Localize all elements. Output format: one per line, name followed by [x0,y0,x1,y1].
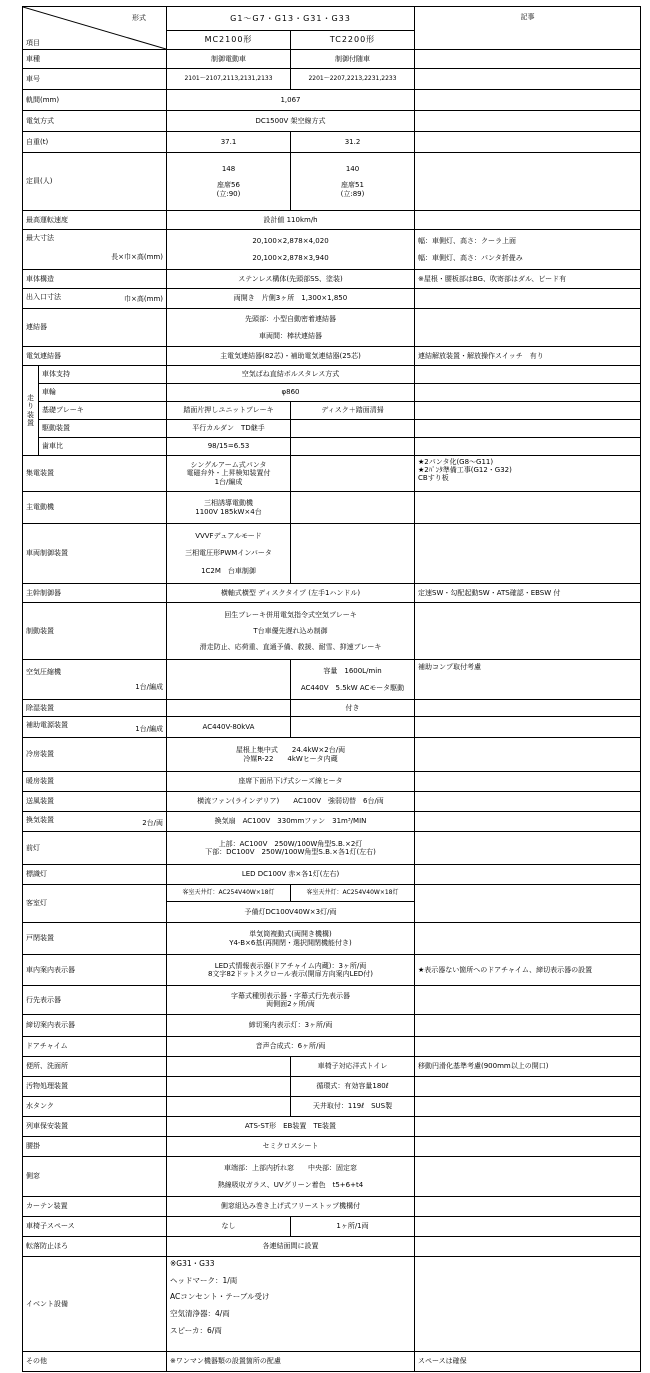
value: 平行カルダン TD継手 [167,420,291,438]
row-shuden [23,456,641,492]
kiji-cell [415,111,641,132]
row-label: 電気連結器 [23,347,167,366]
value: 音声合成式：6ヶ所/両 [167,1037,415,1057]
value [167,738,415,772]
row-label: 転落防止ほろ [23,1237,167,1257]
row-label: 車号 [23,69,167,90]
kiji-cell [415,456,641,492]
kiji-cell [415,772,641,792]
kiji-cell [415,717,641,738]
row-event [23,1257,641,1352]
mc-value [167,456,291,492]
row-denki [23,111,641,132]
row-label: ドアチャイム [23,1037,167,1057]
mc-value: 踏面片押しユニットブレーキ [167,402,291,420]
row-hyoushiki [23,865,641,885]
mc-value [167,492,291,524]
row-label: 車両制御装置 [23,524,167,584]
kiji-cell [415,885,641,923]
value-line-2: 電磁弁外・上昇検知装置付 [186,469,271,478]
row-seidou [23,603,641,660]
value [167,923,415,955]
kiji-cell [415,1137,641,1157]
value: ステンレス構体(先頭部SS、塗装) [167,270,415,289]
kiji-cell [415,289,641,309]
row-label: 連結器 [23,309,167,347]
row-shanai [23,955,641,986]
mc-header: MC2100形 [167,31,291,50]
value-line-2: 両側面2ヶ所/両 [266,1000,315,1008]
row-label: 列車保安装置 [23,1117,167,1137]
mc-value: AC440V-80kVA [167,717,291,738]
kiji-cell [415,738,641,772]
row-label: 標識灯 [23,865,167,885]
row-label: 車体支持 [39,366,167,384]
tc-value: 1ヶ所/1両 [291,1217,415,1237]
value: 設計値 110km/h [167,211,415,230]
row-label: 車体構造 [23,270,167,289]
tc-value [291,660,415,700]
value [167,1257,415,1352]
row-label [23,717,167,738]
row-label: 腰掛 [23,1137,167,1157]
row-label [23,812,167,832]
row-label: カーテン装置 [23,1197,167,1217]
row-shudendoki [23,492,641,524]
value-line-2: 下部：DC100V 250W/100W角型S.B.×各1灯(左右) [205,848,376,856]
value: 主電気連結器(82芯)・補助電気連結器(25芯) [167,347,415,366]
value-line-1: LED式情報表示器(ドアチャイム内蔵)：3ヶ所/両 [214,961,367,970]
row-hagurumahi [23,438,641,456]
row-danbou [23,772,641,792]
row-sharin [23,384,641,402]
tc-value: 付き [291,700,415,717]
tc-value: 車椅子対応洋式トイレ [291,1057,415,1077]
value-line-2: 熱線吸収ガラス、UVグリーン着色 t5+6+t4 [217,1180,364,1189]
mc-value: 2101～2107,2113,2131,2133 [167,69,291,90]
kiji-header: 記事 [415,7,641,50]
tc-value: 客室天井灯：AC254V40W×18灯 [291,885,415,902]
value-line-5: スピーカ：6/両 [170,1325,222,1335]
value-line-1: 字幕式種別表示器・字幕式行先表示器 [231,991,350,1000]
row-shatai-shiji [23,366,641,384]
row-label: 側窓 [23,1157,167,1197]
kiji-cell [415,1197,641,1217]
row-benjo [23,1057,641,1077]
mc-value: 客室天井灯：AC254V40W×18灯 [167,885,291,902]
mc-empty [167,700,291,717]
value-line-2: ヘッドマーク：1/両 [170,1275,238,1285]
value-line-1: 車端部：上部内折れ窓 中央部：固定窓 [224,1164,357,1173]
value: LED DC100V 赤×各1灯(左右) [167,865,415,885]
kiji-cell [415,69,641,90]
value: 横軸式横型 ディスクタイプ (左手1ハンドル) [167,584,415,603]
label-text: 空気圧縮機 [26,668,61,677]
value [167,986,415,1015]
value [167,955,415,986]
tc-value: 天井取付：119ℓ SUS製 [291,1097,415,1117]
value: 座席下面吊下げ式シーズ線ヒータ [167,772,415,792]
kiji-cell [415,792,641,812]
value-line-3: 滑走防止、応荷重、直通予備、救援、耐雪、抑速ブレーキ [199,643,382,652]
kiji-cell: 定速SW・勾配起動SW・ATS確認・EBSW 付 [415,584,641,603]
kiji-cell: 補助コンプ取付考慮 [415,660,641,700]
value: 空気ばね直結ボルスタレス方式 [167,366,415,384]
row-label: 車椅子スペース [23,1217,167,1237]
row-ikisaki [23,986,641,1015]
row-label [23,289,167,309]
value-line-2: 冷媒R-22 4kWヒータ内蔵 [243,754,338,763]
label-text: 補助電源装置 [26,720,68,729]
unit-text: 1台/編成 [135,724,163,733]
row-label: 制動装置 [23,603,167,660]
tc-value: ディスク＋踏面清掃 [291,402,415,420]
kiji-cell [415,420,641,438]
row-label: 歯車比 [39,438,167,456]
mc-value [167,153,291,211]
unit-text: 2台/両 [142,818,163,827]
row-label: 基礎ブレーキ [39,402,167,420]
row-label: 駆動装置 [39,420,167,438]
tc-seat: 座席51 [341,181,364,190]
kiji-cell [415,524,641,584]
value-line-1: 屋根上集中式 24.4kW×2台/両 [235,746,346,755]
tc-empty [291,456,415,492]
tc-empty [291,717,415,738]
row-label: 車内案内表示器 [23,955,167,986]
mc-value: なし [167,1217,291,1237]
value: DC1500V 架空線方式 [167,111,415,132]
value [167,603,415,660]
row-label: 軌間(mm) [23,90,167,111]
mc-seat: 座席56 [217,181,240,190]
row-label: 自重(t) [23,132,167,153]
row-label: 送風装置 [23,792,167,812]
kiji-line-1: ★2パンタ化(G8～G11) [418,458,494,466]
value-line-2: 車両間：棒状連結器 [259,331,322,340]
row-mado [23,1157,641,1197]
header-diagonal-cell [23,7,167,50]
value [167,309,415,347]
row-label: 行先表示器 [23,986,167,1015]
tc-header: TC2200形 [291,31,415,50]
row-label: 水タンク [23,1097,167,1117]
kiji-cell: ★表示器ない箇所へのドアチャイム、締切表示器の設置 [415,955,641,986]
value: 横流ファン(ラインデリア) AC100V 強弱切替 6台/両 [167,792,415,812]
row-shatai [23,270,641,289]
kiji-cell: 移動円滑化基準考慮(900mm以上の開口) [415,1057,641,1077]
kiji-cell [415,812,641,832]
kiji-cell [415,492,641,524]
value: 各連結面間に設置 [167,1237,415,1257]
tc-stand: (立:89) [340,189,365,198]
koumoku-label: 項目 [26,38,40,47]
unit-text: 長×巾×高(mm) [111,253,163,262]
value-line-1: 20,100×2,878×4,020 [252,237,329,246]
kiji-line-3: CBすり板 [418,474,449,483]
row-kyakushitsu-1 [23,885,641,902]
row-label: 車輪 [39,384,167,402]
value: 換気扇 AC100V 330mmファン 31m³/MIN [167,812,415,832]
mc-empty [167,1077,291,1097]
value-line-4: 空気清浄器：4/両 [170,1308,230,1318]
kiji-cell [415,309,641,347]
row-label: 暖房装置 [23,772,167,792]
kiji-cell [415,50,641,69]
value [167,832,415,865]
row-denkirenketsu [23,347,641,366]
row-curtain [23,1197,641,1217]
kiji-cell [415,384,641,402]
row-seido [23,420,641,438]
tc-value [291,153,415,211]
tc-value: 2201～2207,2213,2231,2233 [291,69,415,90]
tc-empty [291,492,415,524]
kiji-cell [415,1077,641,1097]
row-kanki [23,812,641,832]
kiji-cell [415,603,641,660]
value-line-2: 8文字82ドットスクロール表示(開扉方向案内LED付) [207,970,374,978]
row-doorchime [23,1037,641,1057]
value-line-1: シングルアーム式パンタ [190,461,267,470]
kiji-cell [415,1097,641,1117]
value: 両開き 片側3ヶ所 1,300×1,850 [167,289,415,309]
row-label: 主電動機 [23,492,167,524]
row-kiso [23,402,641,420]
row-label: 車種 [23,50,167,69]
value: ATS-ST形 EB装置 TE装置 [167,1117,415,1137]
value [167,1157,415,1197]
value: 1,067 [167,90,415,111]
kiji-cell [415,438,641,456]
mc-empty [167,660,291,700]
row-label: 客室灯 [23,885,167,923]
value-line-2: 20,100×2,878×3,940 [252,253,329,262]
mc-empty [167,1097,291,1117]
value: φ860 [167,384,415,402]
value-line-2: T台車優先遅れ込め制御 [253,626,328,635]
group-text: 走り装置 [27,394,34,427]
kiji-line-1: 幅：車側灯、高さ：クーラ上面 [418,237,516,246]
kiji-cell [415,153,641,211]
value-line-3: 1台/編成 [214,477,243,486]
row-tenraku [23,1237,641,1257]
row-koshikake [23,1137,641,1157]
keishiki-label: 形式 [132,14,146,22]
value-line-1: ※G31・G33 [170,1259,215,1268]
mc-value: 37.1 [167,132,291,153]
row-renketsu [23,309,641,347]
value: セミクロスシート [167,1137,415,1157]
value: 予備灯DC100V40W×3灯/両 [167,902,415,923]
tc-empty [291,420,415,438]
kiji-cell [415,1257,641,1352]
unit-text: 巾×高(mm) [124,295,163,304]
mc-stand: (立:90) [216,189,241,198]
row-obutsu [23,1077,641,1097]
kiji-line-2: ★2ﾊﾟﾝﾀ準備工事(G12・G32) [418,466,512,475]
tc-value: 31.2 [291,132,415,153]
row-label: 前灯 [23,832,167,865]
row-label: 除湿装置 [23,700,167,717]
kiji-cell [415,986,641,1015]
spec-table [22,6,641,1372]
kiji-cell [415,90,641,111]
kiji-cell [415,865,641,885]
kiji-cell [415,923,641,955]
row-mizu [23,1097,641,1117]
row-label: その他 [23,1352,167,1372]
kiji-cell [415,1157,641,1197]
kiji-cell [415,1217,641,1237]
value-line-3: 1C2M 台車制御 [201,566,256,575]
value-line-1: 三相誘導電動機 [204,499,253,508]
row-label: 汚物処理装置 [23,1077,167,1097]
row-label: 冷房装置 [23,738,167,772]
value-line-1: 先頭部：小型自動密着連結器 [245,315,336,324]
mc-value: 制御電動車 [167,50,291,69]
row-tobira [23,923,641,955]
row-shaban [23,69,641,90]
label-text: 出入口寸法 [26,293,61,302]
row-teiin [23,153,641,211]
kiji-cell [415,700,641,717]
value: 側窓組込み巻き上げ式フリーストップ機構付 [167,1197,415,1217]
value-line-1: 回生ブレーキ併用電気指令式空気ブレーキ [224,610,357,619]
row-joshitsu [23,700,641,717]
mc-value [167,524,291,584]
kiji-line-2: 幅：車側灯、高さ：パンタ折畳み [418,253,523,262]
row-label: イベント設備 [23,1257,167,1352]
value-line-1: 上部：AC100V 250W/100W角型S.B.×2灯 [218,839,363,848]
label-text: 最大寸法 [26,234,54,242]
value [167,230,415,270]
label-text: 換気装置 [26,815,54,824]
row-shimekiri [23,1015,641,1037]
kiji-cell [415,1015,641,1037]
tc-value: 循環式：有効容量180ℓ [291,1077,415,1097]
kiji-cell: スペースは確保 [415,1352,641,1372]
row-zentou [23,832,641,865]
row-saidai [23,230,641,270]
row-shukan [23,584,641,603]
value: 締切案内表示灯：3ヶ所/両 [167,1015,415,1037]
value-line-1: VVVFデュアルモード [195,532,262,541]
value-line-1: 単気筒複動式(両開き機構) [249,930,332,939]
row-kiki [23,90,641,111]
kiji-cell [415,402,641,420]
row-label: 定員(人) [23,153,167,211]
tc-value: 制御付随車 [291,50,415,69]
tc-empty [291,524,415,584]
row-label [23,230,167,270]
row-label: 戸閉装置 [23,923,167,955]
kiji-cell [415,366,641,384]
row-deiriguchi [23,289,641,309]
value-line-2: 1100V 185kW×4台 [195,507,262,516]
row-label: 便所、洗面所 [23,1057,167,1077]
row-label: 電気方式 [23,111,167,132]
kiji-cell [415,1037,641,1057]
row-label [23,660,167,700]
row-saikou [23,211,641,230]
value: ※ワンマン機器類の設置箇所の配慮 [167,1352,415,1372]
tc-total: 140 [345,165,360,174]
row-kurumaisu [23,1217,641,1237]
value-line-2: AC440V 5.5kW ACモータ駆動 [300,683,405,692]
row-kuuki [23,660,641,700]
value: 98/15=6.53 [167,438,291,456]
kiji-cell [415,1117,641,1137]
row-jiju [23,132,641,153]
value-line-3: ACコンセント・テーブル受け [170,1292,270,1302]
kiji-cell: 連結解放装置・解放操作スイッチ 有り [415,347,641,366]
mc-empty [167,1057,291,1077]
kiji-cell [415,1237,641,1257]
value-line-2: Y4-B×6基(再開閉・選択開閉機能付き) [229,938,352,947]
row-sharyouseigyo [23,524,641,584]
row-label: 集電装置 [23,456,167,492]
row-hojo [23,717,641,738]
row-label: 主幹制御器 [23,584,167,603]
tc-empty [291,438,415,456]
row-shashu [23,50,641,69]
row-ressha [23,1117,641,1137]
mc-total: 148 [221,165,236,174]
row-label: 最高運転速度 [23,211,167,230]
value-line-1: 容量 1600L/min [323,667,382,676]
kiji-cell: ※屋根・腰板部はBG、吹寄部はダル、ビード有 [415,270,641,289]
kiji-cell [415,132,641,153]
series-header: G1～G7・G13・G31・G33 [167,7,415,31]
hashiri-group-label [23,366,39,456]
kiji-cell [415,230,641,270]
unit-text: 1台/編成 [135,682,163,691]
value-line-2: 三相電圧形PWMインバータ [185,549,272,558]
kiji-cell [415,832,641,865]
kiji-cell [415,211,641,230]
row-soufuu [23,792,641,812]
row-label: 締切案内表示器 [23,1015,167,1037]
row-reibou [23,738,641,772]
row-sonota [23,1352,641,1372]
